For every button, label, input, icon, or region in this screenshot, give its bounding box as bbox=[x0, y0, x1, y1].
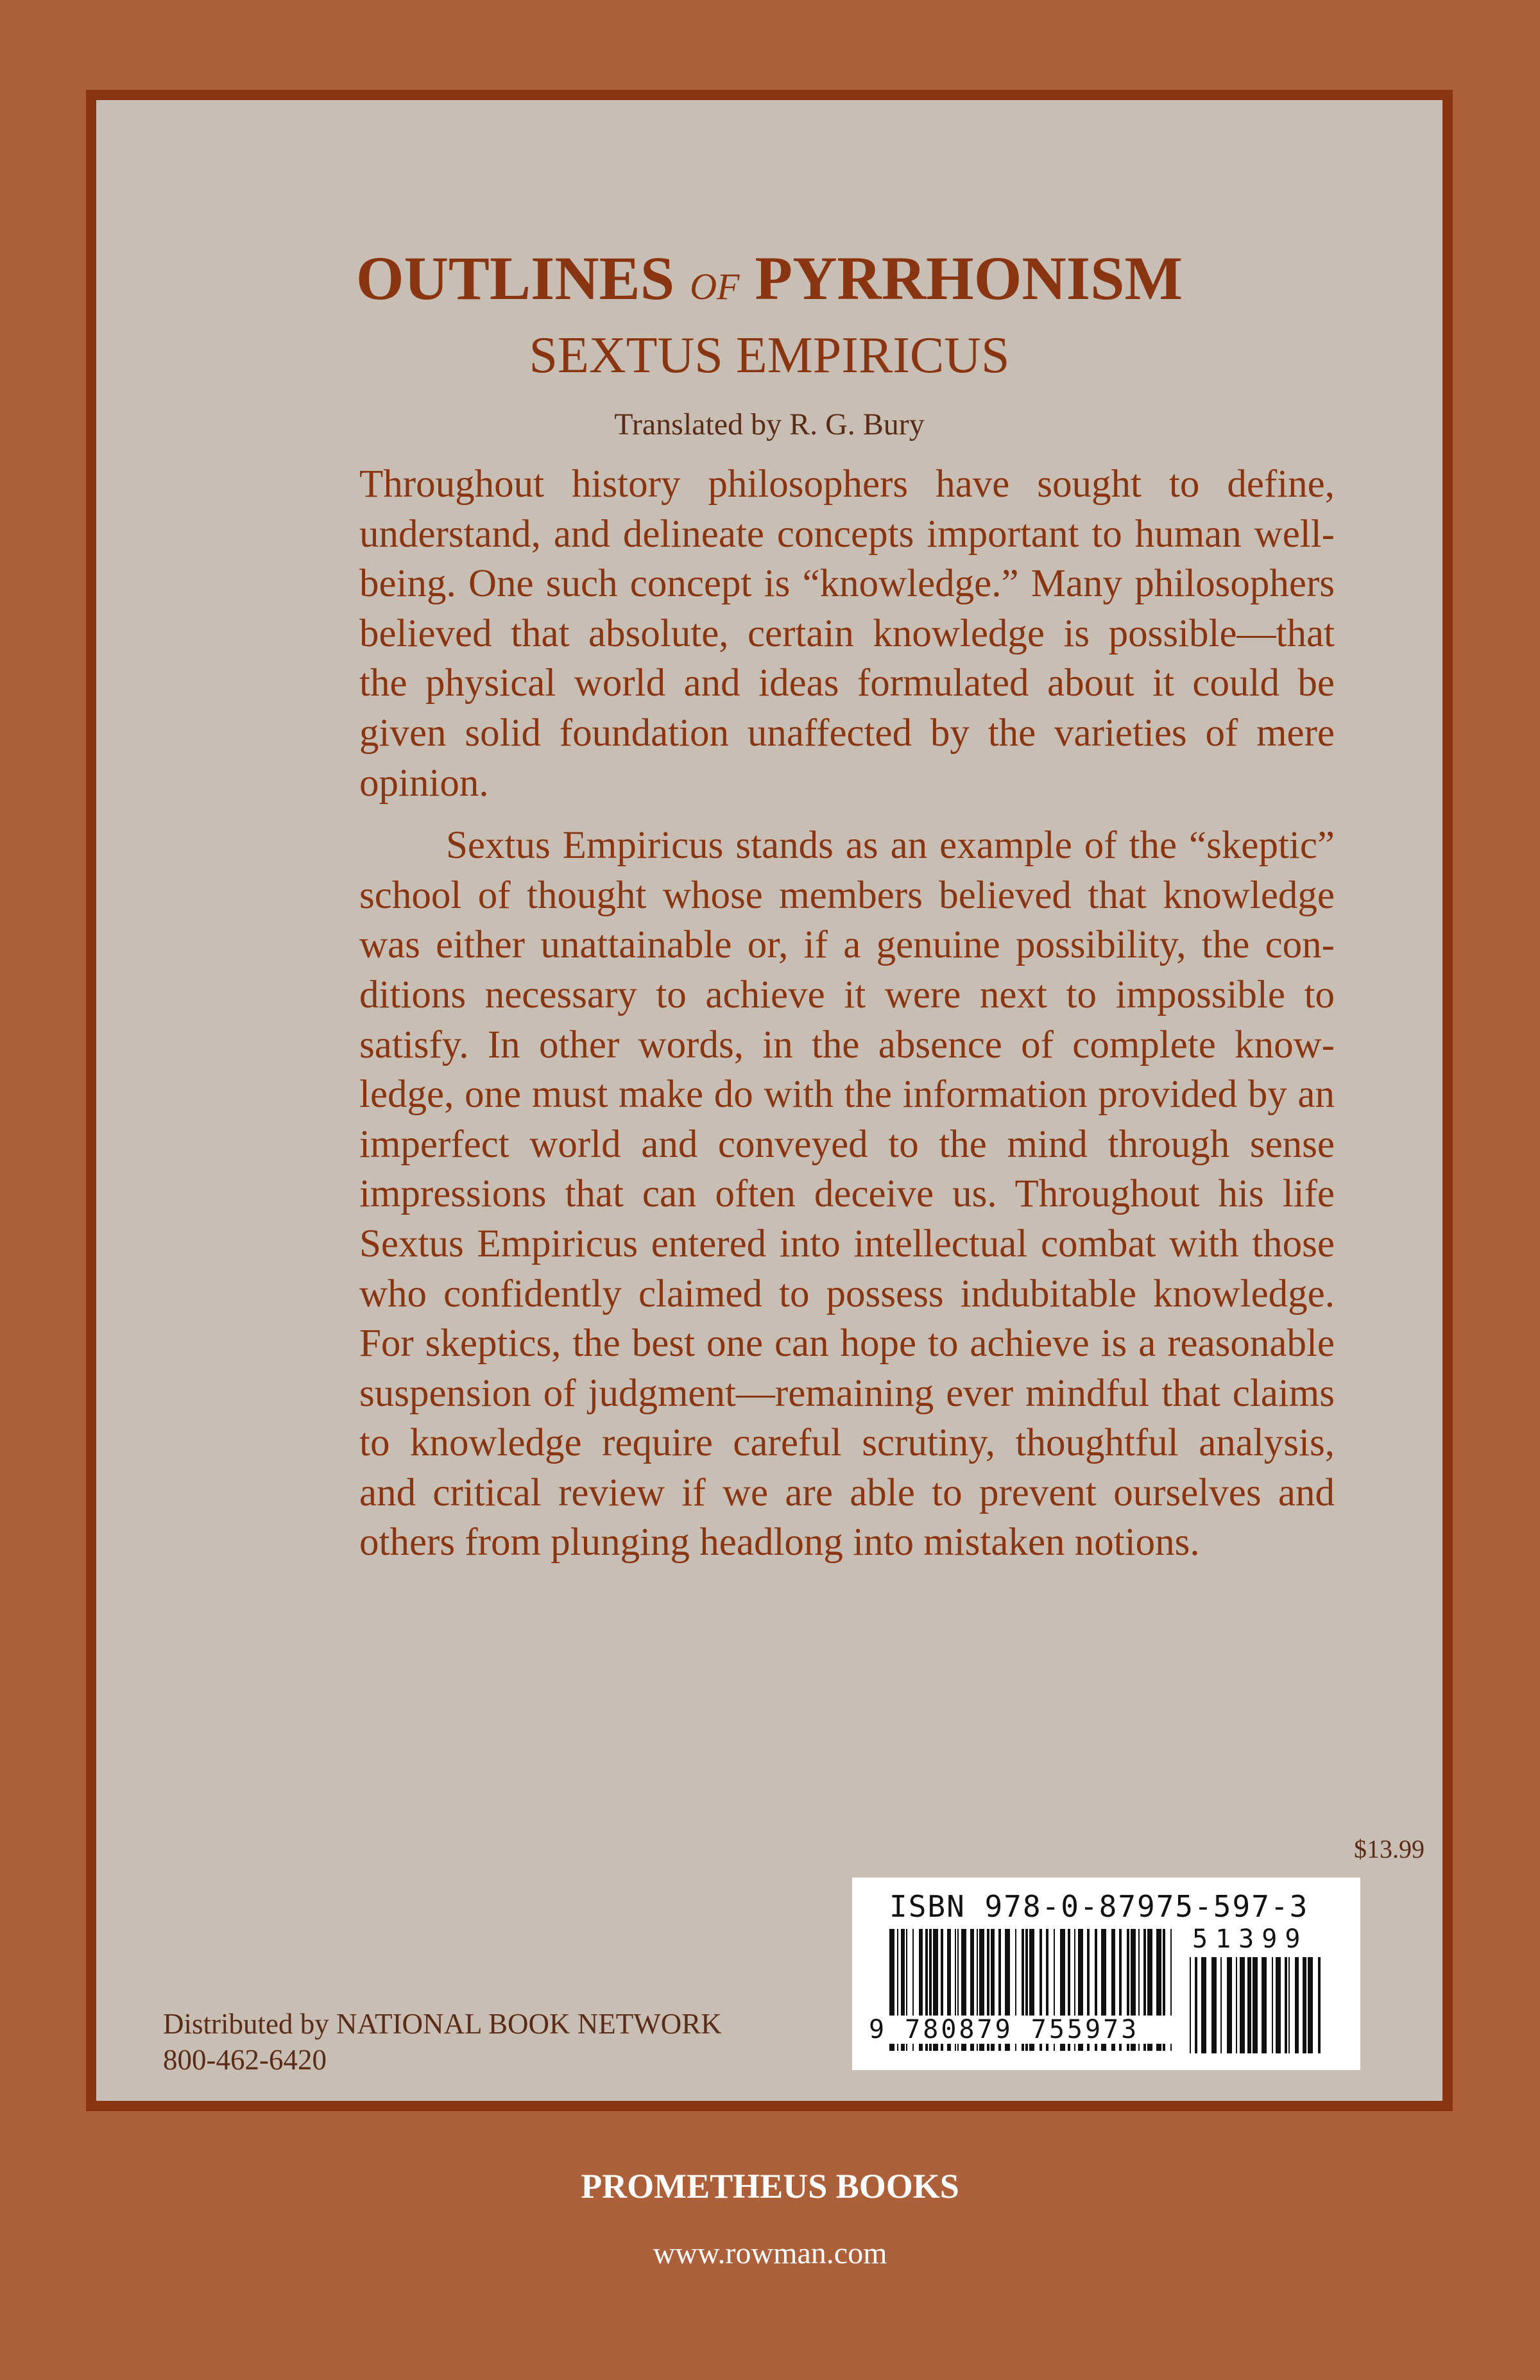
publisher-name: PROMETHEUS BOOKS bbox=[581, 2167, 959, 2205]
barcode-bar bbox=[1303, 1957, 1306, 2053]
barcode-bar bbox=[1201, 1957, 1206, 2053]
distributor-phone: 800-462-6420 bbox=[163, 2044, 327, 2076]
publisher-website: www.rowman.com bbox=[653, 2236, 887, 2270]
barcode-bar bbox=[1276, 1957, 1281, 2053]
barcode-bar bbox=[1220, 1957, 1222, 2053]
barcode-bar bbox=[1247, 1957, 1251, 2053]
distributor-name: Distributed by NATIONAL BOOK NETWORK bbox=[163, 2008, 722, 2040]
price: $13.99 bbox=[1354, 1835, 1425, 1863]
barcode-bar bbox=[1240, 1957, 1245, 2053]
cover-panel bbox=[86, 90, 1453, 2111]
ean-digits: 9 780879 755973 bbox=[869, 2016, 1177, 2044]
addon-digits: 51399 bbox=[1192, 1924, 1308, 1954]
barcode-bar bbox=[1262, 1957, 1267, 2053]
barcode-bar bbox=[1288, 1957, 1290, 2053]
distributor-info bbox=[163, 2006, 722, 2078]
barcode-bar bbox=[1295, 1957, 1299, 2053]
barcode-bar bbox=[1318, 1957, 1321, 2053]
blurb-paragraph-2: Sextus Empiricus stands as an example of the “skeptic” school of thought whose members believed that knowledge was either unattainable or, if a genuine possibility, the conditions necessary to achieve it were next to impossible to satisfy. In other words, in the absence of complete knowledge, one must make do with the information provided by an imperfect world and conveyed to the mind through sense impressions that can often deceive us. Throughout his life Sextus Empiricus entered into intellectual combat with those who confidently claimed to possess indubitable knowledge. For skeptics, the best one can hope to achieve is a reasonable suspension of judgment—remaining ever mindful that claims to knowledge require careful scrutiny, thoughtful analysis, and critical review if we are able to prevent ourselves and others from plunging headlong into mistaken notions. bbox=[359, 824, 1335, 1564]
barcode-bar bbox=[1285, 1957, 1287, 2053]
translator-credit: Translated by R. G. Bury bbox=[614, 407, 925, 441]
barcode-bar bbox=[1190, 1957, 1191, 2053]
barcode-bar bbox=[1308, 1957, 1313, 2053]
barcode-bar bbox=[1253, 1957, 1258, 2053]
isbn-label: ISBN 978-0-87975-597-3 bbox=[889, 1889, 1309, 1924]
author-name: SEXTUS EMPIRICUS bbox=[529, 327, 1010, 384]
addon-barcode-bars bbox=[1190, 1957, 1324, 2053]
book-title bbox=[96, 244, 1442, 312]
barcode-bar bbox=[1236, 1957, 1237, 2053]
title-part-2: PYRRHONISM bbox=[739, 244, 1183, 312]
barcode-bar bbox=[1272, 1957, 1273, 2053]
barcode bbox=[852, 1878, 1360, 2070]
barcode-bar bbox=[1227, 1957, 1232, 2053]
barcode-bar bbox=[1211, 1957, 1217, 2053]
blurb-paragraph-1: Throughout history philosophers have sought to define, understand, and delineate concepts important to human well-being. One such concept is “knowledge.” Many philosophers believed that absolute, certain knowledge is possible—that the physical world and ideas formulated about it could be given solid foundation unaffected by the varieties of mere opinion. bbox=[359, 463, 1335, 805]
title-of: OF bbox=[690, 266, 740, 307]
blurb bbox=[359, 459, 1335, 1568]
title-part-1: OUTLINES bbox=[355, 244, 690, 312]
barcode-bar bbox=[1195, 1957, 1197, 2053]
